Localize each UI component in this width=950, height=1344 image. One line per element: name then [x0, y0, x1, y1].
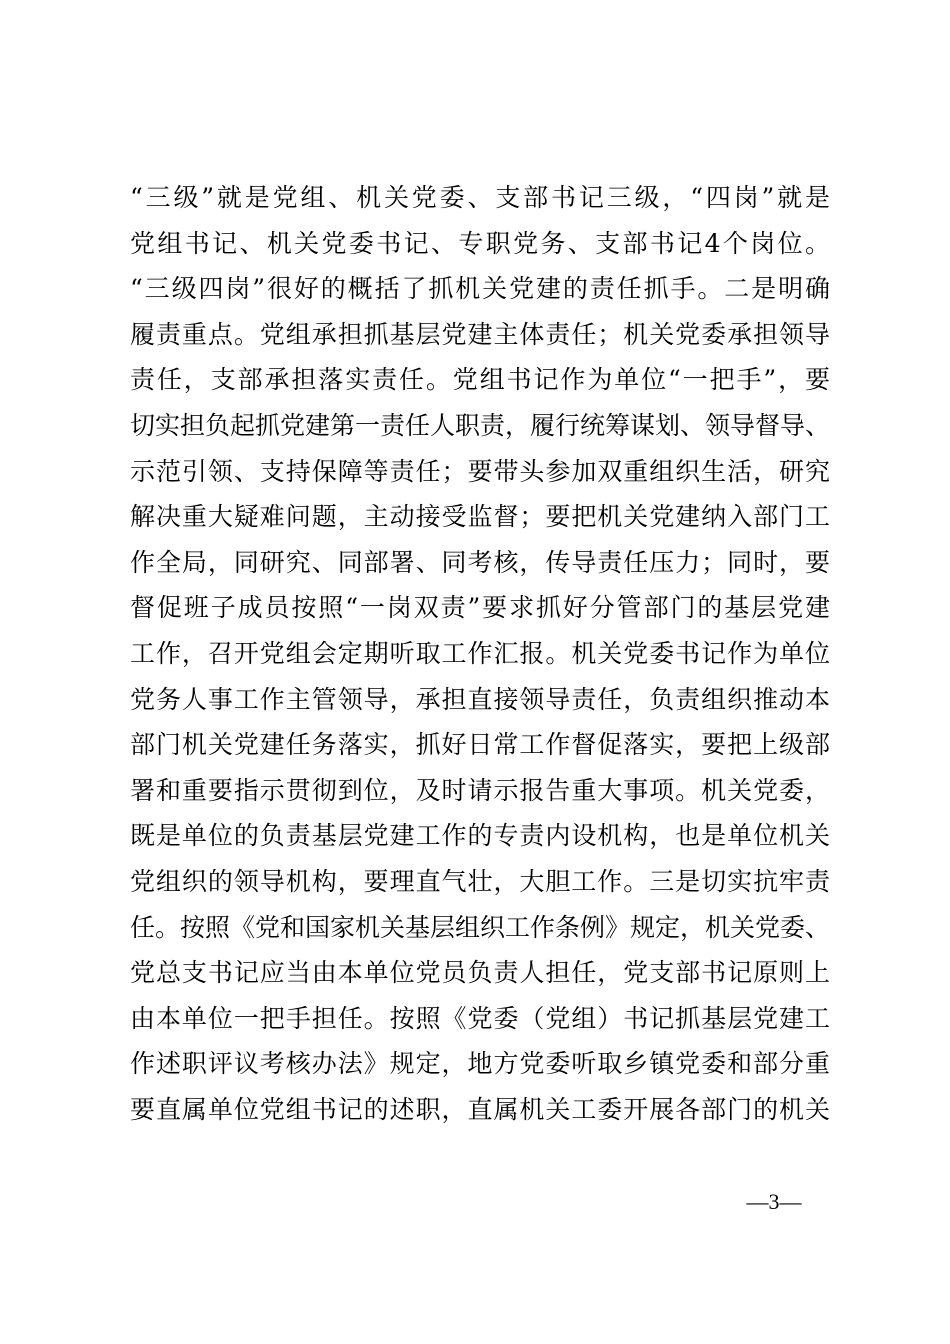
- text-line: 履责重点。党组承担抓基层党建主体责任；机关党委承担领导: [130, 319, 830, 349]
- text-line: 署和重要指示贯彻到位，及时请示报告重大事项。机关党委，: [130, 775, 830, 805]
- text-line: 党组书记、机关党委书记、专职党务、支部书记4个岗位。: [130, 228, 830, 258]
- text-line: “三级四岗”很好的概括了抓机关党建的责任抓手。二是明确: [130, 274, 830, 304]
- page-number: —3—: [746, 1189, 802, 1214]
- text-line: 既是单位的负责基层党建工作的专责内设机构，也是单位机关: [130, 821, 830, 851]
- text-line: 督促班子成员按照“一岗双责”要求抓好分管部门的基层党建: [130, 593, 830, 623]
- text-line: 部门机关党建任务落实，抓好日常工作督促落实，要把上级部: [130, 730, 830, 760]
- text-line: 示范引领、支持保障等责任；要带头参加双重组织生活，研究: [130, 456, 830, 486]
- text-line: 由本单位一把手担任。按照《党委（党组）书记抓基层党建工: [130, 1003, 830, 1033]
- text-line: 党总支书记应当由本单位党员负责人担任，党支部书记原则上: [130, 958, 830, 988]
- text-line: 任。按照《党和国家机关基层组织工作条例》规定，机关党委、: [130, 912, 831, 942]
- text-line: 党组织的领导机构，要理直气壮，大胆工作。三是切实抗牢责: [130, 866, 830, 896]
- text-line: 作述职评议考核办法》规定，地方党委听取乡镇党委和部分重: [130, 1049, 830, 1079]
- text-line: “三级”就是党组、机关党委、支部书记三级，“四岗”就是: [130, 183, 830, 212]
- text-line: 党务人事工作主管领导，承担直接领导责任，负责组织推动本: [130, 684, 830, 714]
- text-line: 责任，支部承担落实责任。党组书记作为单位“一把手”，要: [130, 365, 830, 395]
- text-line: 切实担负起抓党建第一责任人职责，履行统筹谋划、领导督导、: [130, 410, 831, 440]
- text-line: 工作，召开党组会定期听取工作汇报。机关党委书记作为单位: [130, 638, 830, 668]
- document-body: [130, 175, 830, 1132]
- text-line: 要直属单位党组书记的述职，直属机关工委开展各部门的机关: [130, 1094, 830, 1124]
- text-line: 作全局，同研究、同部署、同考核，传导责任压力；同时，要: [130, 547, 830, 577]
- text-line: 解决重大疑难问题，主动接受监督；要把机关党建纳入部门工: [130, 502, 830, 532]
